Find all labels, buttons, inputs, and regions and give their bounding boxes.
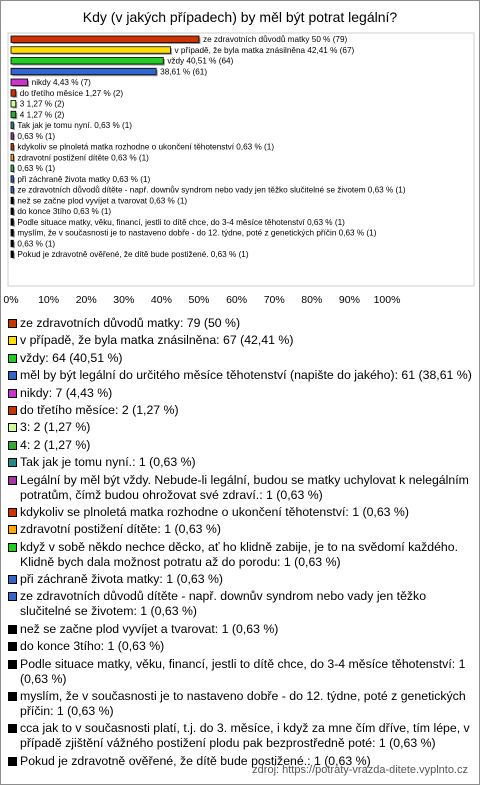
x-tick-label: 20% (75, 294, 97, 306)
bar (11, 208, 13, 215)
legend-label: Podle situace matky, věku, financí, jestli to dítě chce, do 3-4 měsíce těhotenství: 1 (0,63 %) (20, 656, 466, 686)
bar-label: do konce 3tího 0,63 % (1) (17, 207, 112, 216)
legend-item (8, 455, 474, 470)
bar (11, 111, 16, 118)
legend-label: ze zdravotních důvodů dítěte - např. downův syndrom nebo vady jen těžko slučitelné se životem: 1 (0,63 %) (20, 589, 427, 619)
legend-item (8, 721, 474, 751)
legend-label: když v sobě někdo nechce děcko, ať ho klidně zabije, je to na svědomí každého. Klidně bych dala možnost potratu až do porodu: 1 (0,63 %) (20, 539, 459, 569)
legend-swatch (8, 508, 17, 517)
bar-label: ze zdravotních důvodů dítěte - např. downův syndrom nebo vady jen těžko slučitelné se životem 0,63 % (1) (17, 185, 406, 195)
x-tick-label: 100% (373, 294, 401, 306)
legend-swatch (8, 354, 17, 363)
legend-swatch (8, 575, 17, 584)
legend-item (8, 403, 474, 418)
legend-item (8, 316, 474, 331)
bar-label: myslím, že v současnosti je to nastaveno dobře - do 12. týdne, poté z genetických příčin 0,63 % (1) (17, 228, 377, 238)
legend-label: zdravotní postižení dítěte: 1 (0,63 %) (20, 522, 221, 537)
bar (11, 68, 156, 75)
legend-item (8, 522, 474, 537)
legend-swatch (8, 476, 17, 485)
legend-swatch (8, 625, 17, 634)
legend-item (8, 420, 474, 435)
legend-label: nikdy: 7 (4,43 %) (20, 385, 113, 400)
legend-label: než se začne plod vyvíjet a tvarovat: 1 (0,63 %) (20, 621, 279, 636)
legend-item (8, 368, 474, 383)
bar (11, 219, 13, 226)
legend-label: měl by být legální do určitého měsíce těhotenství (napište do jakého): 61 (38,61 %) (20, 368, 472, 383)
bar (11, 122, 13, 129)
legend-item (8, 473, 474, 503)
legend-item (8, 639, 474, 654)
bar (11, 47, 170, 54)
bar-label: nikdy 4,43 % (7) (31, 78, 91, 87)
bar (11, 133, 13, 140)
bar (11, 176, 13, 183)
legend-item (8, 505, 474, 520)
legend-label: 4: 2 (1,27 %) (20, 437, 91, 452)
x-tick-label: 0% (3, 294, 19, 306)
x-tick-label: 30% (113, 294, 135, 306)
bar-label: 3 1,27 % (2) (19, 99, 65, 109)
legend-label: do třetího měsíce: 2 (1,27 %) (20, 402, 179, 417)
bar (11, 90, 16, 97)
x-tick-label: 70% (263, 294, 285, 306)
bar (11, 251, 13, 258)
legend-swatch (8, 423, 17, 432)
legend-swatch (8, 458, 17, 467)
legend-item (8, 540, 474, 570)
bar-label: 0,63 % (1) (17, 164, 56, 173)
bar (11, 165, 13, 172)
legend-item (8, 386, 474, 401)
x-tick-label: 90% (338, 294, 360, 306)
bar (11, 36, 199, 43)
legend-swatch (8, 757, 17, 766)
chart-title: Kdy (v jakých případech) by měl být potrat legální? (82, 9, 398, 25)
x-tick-label: 80% (301, 294, 323, 306)
legend-label: Legální by měl být vždy. Nebude-li legální, budou se matky uchylovat k nelegálním potratům, čímž budou ohrožovat své zdraví.: 1 (0,63 %) (20, 472, 469, 502)
bar (11, 101, 16, 108)
bar-label: kdykoliv se plnoletá matka rozhodne o ukončení těhotenství 0,63 % (1) (17, 142, 275, 152)
bar (11, 58, 163, 65)
bar-label: v případě, že byla matka znásilněna 42,41 % (67) (174, 45, 355, 55)
bar-label: zdravotní postižení dítěte 0,63 % (1) (17, 153, 149, 163)
bar-label: do třetího měsíce 1,27 % (2) (19, 88, 124, 98)
bar-label: Podle situace matky, věku, financí, jestli to dítě chce, do 3-4 měsíce těhotenství 0,63 % (1) (17, 217, 345, 227)
legend-swatch (8, 406, 17, 415)
source-credit[interactable]: zdroj: https://potraty-vrazda-ditete.vyplnto.cz (252, 764, 468, 776)
bar (11, 230, 13, 237)
legend-swatch (8, 543, 17, 552)
x-tick-label: 10% (38, 294, 60, 306)
legend-item (8, 689, 474, 719)
bar-label: při záchraně života matky 0,63 % (1) (17, 174, 151, 184)
legend-item (8, 351, 474, 366)
bar-chart (0, 0, 480, 310)
legend-label: Tak jak je tomu nyní.: 1 (0,63 %) (20, 455, 196, 470)
legend-swatch (8, 389, 17, 398)
legend-label: Pokud je zdravotně ověřené, že dítě bude postižené.: 1 (0,63 %) (20, 753, 371, 768)
legend-swatch (8, 441, 17, 450)
bar (11, 240, 13, 247)
x-tick-label: 50% (188, 294, 210, 306)
legend-swatch (8, 592, 17, 601)
bar (11, 187, 13, 194)
legend-label: ze zdravotních důvodů matky: 79 (50 %) (20, 316, 241, 330)
legend-swatch (8, 371, 17, 380)
bar-label: 38,61 % (61) (160, 67, 208, 77)
legend-label: do konce 3tího: 1 (0,63 %) (20, 639, 165, 654)
bar-label: 0,63 % (1) (17, 131, 56, 141)
x-tick-label: 60% (226, 294, 248, 306)
bar-label: 0,63 % (1) (17, 239, 56, 249)
legend-swatch (8, 660, 17, 669)
legend-swatch (8, 724, 17, 733)
legend-label: kdykoliv se plnoletá matka rozhodne o ukončení těhotenství: 1 (0,63 %) (20, 504, 409, 519)
legend-swatch (8, 336, 17, 345)
bar (11, 144, 13, 151)
legend-item (8, 589, 474, 619)
legend-item (8, 622, 474, 637)
legend-swatch (8, 525, 17, 534)
bar (11, 197, 13, 204)
legend-item (8, 657, 474, 687)
chart-legend (8, 316, 474, 771)
legend-label: vždy: 64 (40,51 %) (20, 350, 123, 365)
bar-label: 4 1,27 % (2) (19, 110, 65, 120)
bar (11, 154, 13, 161)
bar (11, 79, 28, 86)
x-tick-label: 40% (150, 294, 172, 306)
legend-item (8, 438, 474, 453)
bar-label: Tak jak je tomu nyní. 0,63 % (1) (17, 121, 133, 130)
legend-label: cca jak to v současnosti platí, t.j. do 3. měsíce, i když za mne čím dříve, tím lépe, v případě zjištění vážného postižení plodu pak bezprostředně poté: 1 (0,63 %) (20, 721, 470, 751)
legend-item (8, 572, 474, 587)
legend-label: 3: 2 (1,27 %) (20, 420, 91, 435)
legend-swatch (8, 319, 17, 328)
legend-swatch (8, 692, 17, 701)
bar-label: než se začne plod vyvíjet a tvarovat 0,63 % (1) (17, 196, 188, 206)
legend-item (8, 333, 474, 348)
bar-label: Pokud je zdravotně ověřené, že dítě bude postižené. 0,63 % (1) (17, 250, 249, 259)
legend-label: při záchraně života matky: 1 (0,63 %) (20, 572, 223, 587)
bar-label: vždy 40,51 % (64) (167, 56, 234, 66)
legend-label: v případě, že byla matka znásilněna: 67 (42,41 %) (20, 333, 294, 348)
legend-swatch (8, 642, 17, 651)
legend-label: myslím, že v současnosti je to nastaveno dobře - do 12. týdne, poté z genetických příčin: 1 (0,63 %) (20, 689, 466, 719)
bar-label: ze zdravotních důvodů matky 50 % (79) (203, 35, 348, 44)
